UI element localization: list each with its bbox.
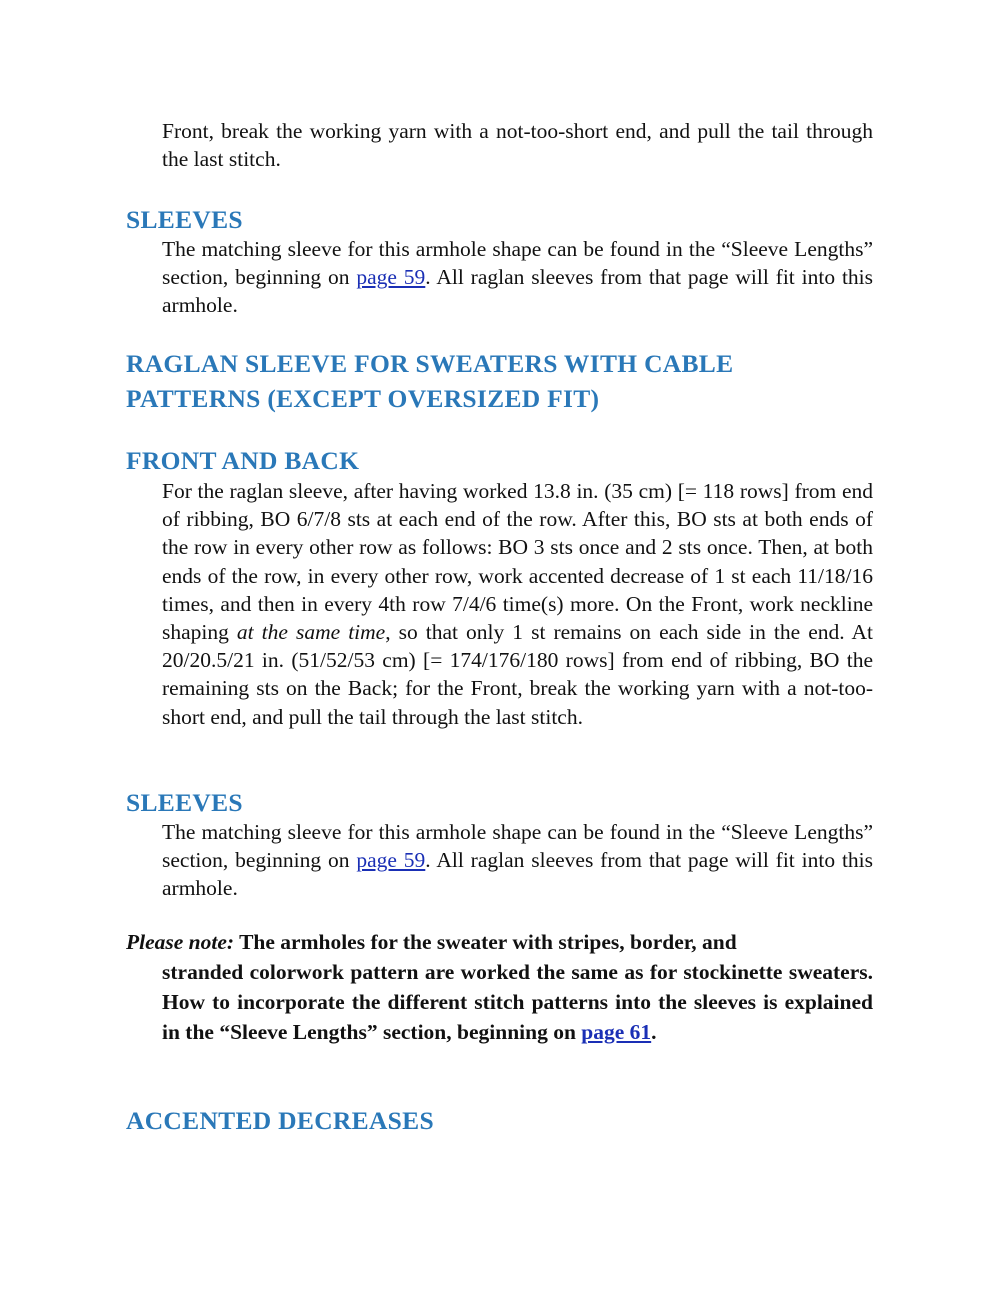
page-59-link-2[interactable]: page 59	[356, 848, 426, 873]
sleeves-2-text-before: The matching sleeve for this armhole shape can be found in the “Sleeve Lengths” section, beginning on	[162, 820, 873, 873]
raglan-section-heading: RAGLAN SLEEVE FOR SWEATERS WITH CABLE PATTERNS (EXCEPT OVERSIZED FIT)	[126, 349, 734, 413]
sleeves-paragraph-1	[162, 235, 873, 320]
front-back-text-before: For the raglan sleeve, after having worked 13.8 in. (35 cm) [= 118 rows] from end of ribbing, BO 6/7/8 sts at each end of the row. After this, BO sts at both ends of the row in every other row as follows: BO 3 sts once and 2 sts once. Then, at both ends of the row, in every other row, work accented decrease of 1 st each 11/18/16 times, and then in every 4th row 7/4/6 time(s) more. On the Front, work neckline shaping	[162, 479, 873, 645]
please-note-block	[126, 927, 873, 1047]
sleeves-heading-1: SLEEVES	[126, 205, 243, 234]
please-note-label: Please note:	[126, 930, 235, 954]
page-59-link-1[interactable]: page 59	[356, 265, 426, 290]
sleeves-heading-2: SLEEVES	[126, 788, 243, 817]
sleeves-1-text-after: . All raglan sleeves from that page will fit into this armhole.	[162, 265, 874, 318]
page-61-link[interactable]: page 61	[581, 1020, 652, 1044]
note-text-rest: stranded colorwork pattern are worked the same as for stockinette sweaters. How to incorporate the different stitch patterns into the sleeves is explained in the “Sleeve Lengths” section, beginning on	[162, 960, 873, 1044]
note-text-end: .	[651, 1020, 657, 1044]
front-and-back-paragraph	[162, 477, 873, 731]
note-continuation	[126, 957, 873, 1047]
front-and-back-heading: FRONT AND BACK	[126, 446, 360, 475]
front-back-text-after: , so that only 1 st remains on each side in the end. At 20/20.5/21 in. (51/52/53 cm) [= 174/176/180 rows] from end of ribbing, BO the remaining sts on the Back; for the Front, break the working yarn with a not-too-short end, and pull the tail through the last stitch.	[162, 620, 873, 729]
sleeves-paragraph-2	[162, 818, 873, 903]
intro-text: Front, break the working yarn with a not-too-short end, and pull the tail through the last stitch.	[162, 119, 873, 172]
sleeves-1-text-before: The matching sleeve for this armhole shape can be found in the “Sleeve Lengths” section, beginning on	[162, 237, 873, 290]
sleeves-2-text-after: . All raglan sleeves from that page will fit into this armhole.	[162, 848, 874, 901]
intro-paragraph	[162, 117, 873, 173]
note-text-first: The armholes for the sweater with stripes, border, and	[234, 930, 737, 954]
accented-decreases-heading: ACCENTED DECREASES	[126, 1106, 434, 1135]
front-back-italic: at the same time	[236, 620, 386, 645]
